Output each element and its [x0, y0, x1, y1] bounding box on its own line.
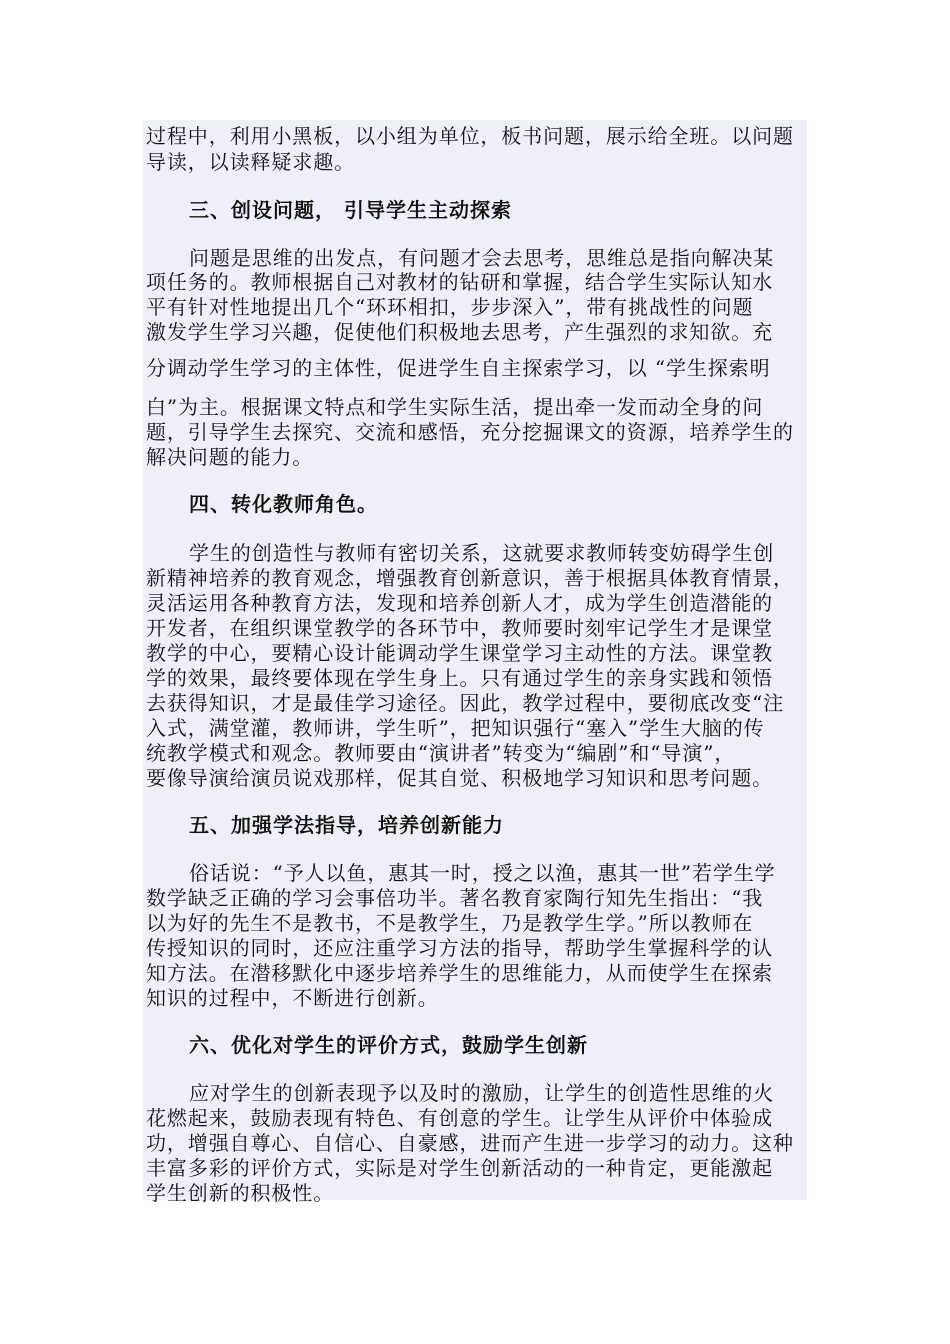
section-heading: 四、转化教师角色。: [189, 492, 378, 516]
body-line: 开发者，在组织课堂教学的各环节中，教师要时刻牢记学生才是课堂: [146, 616, 773, 640]
body-line: 问题是思维的出发点，有问题才会去思考，思维总是指向解决某: [189, 246, 775, 270]
body-line: 平有针对性地提出几个“环环相扣，步步深入”，带有挑战性的问题: [146, 295, 754, 319]
body-line: 去获得知识，才是最佳学习途径。因此，教学过程中，要彻底改变“注: [146, 691, 785, 715]
body-line: 入式，满堂灌，教师讲，学生听”，把知识强行“塞入”学生大脑的传: [146, 716, 765, 740]
body-line: 题，引导学生去探究、交流和感悟，充分挖掘课文的资源，培养学生的: [146, 420, 794, 444]
body-line: 解决问题的能力。: [146, 445, 314, 469]
body-line: 统教学模式和观念。教师要由“演讲者”转变为“编剧”和“导演”，: [146, 741, 736, 765]
section-heading: 三、创设问题， 引导学生主动探索: [189, 198, 512, 222]
body-line: 俗话说：“予人以鱼，惠其一时，授之以渔，惠其一世”若学生学: [189, 861, 776, 885]
body-line: 项任务的。教师根据自己对教材的钻研和掌握，结合学生实际认知水: [146, 270, 773, 294]
body-line: 功，增强自尊心、自信心、自豪感，进而产生进一步学习的动力。这种: [146, 1131, 794, 1155]
body-line: 学生创新的积极性。: [146, 1181, 335, 1205]
body-line: 数学缺乏正确的学习会事倍功半。著名教育家陶行知先生指出：“我: [146, 886, 764, 910]
body-line: 花燃起来，鼓励表现有特色、有创意的学生。让学生从评价中体验成: [146, 1106, 773, 1130]
body-line: 学的效果，最终要体现在学生身上。只有通过学生的亲身实践和领悟: [146, 666, 773, 690]
section-heading: 五、加强学法指导，培养创新能力: [189, 813, 504, 837]
body-line: 灵活运用各种教育方法，发现和培养创新人才，成为学生创造潜能的: [146, 591, 773, 615]
body-line: 要像导演给演员说戏那样，促其自觉、积极地学习知识和思考问题。: [146, 766, 773, 790]
body-line: 知方法。在潜移默化中逐步培养学生的思维能力，从而使学生在探索: [146, 961, 773, 985]
body-line: 传授知识的同时，还应注重学习方法的指导，帮助学生掌握科学的认: [146, 936, 773, 960]
body-line: 导读，以读释疑求趣。: [146, 150, 355, 174]
body-line: 以为好的先生不是教书，不是教学生，乃是教学生学。”所以教师在: [146, 911, 754, 935]
body-line: 丰富多彩的评价方式，实际是对学生创新活动的一种肯定，更能激起: [146, 1156, 773, 1180]
section-heading: 六、优化对学生的评价方式，鼓励学生创新: [189, 1033, 588, 1057]
body-line: 新精神培养的教育观念，增强教育创新意识，善于根据具体教育情景，: [146, 566, 794, 590]
body-line: 分调动学生学习的主体性，促进学生自主探索学习，以 “学生探索明: [146, 356, 771, 380]
body-line: 知识的过程中，不断进行创新。: [146, 986, 439, 1010]
body-line: 学生的创造性与教师有密切关系，这就要求教师转变妨碍学生创: [189, 541, 775, 565]
body-line: 过程中，利用小黑板，以小组为单位，板书问题，展示给全班。以问题: [146, 124, 794, 148]
body-line: 白”为主。根据课文特点和学生实际生活，提出牵一发而动全身的问: [146, 395, 764, 419]
body-line: 应对学生的创新表现予以及时的激励，让学生的创造性思维的火: [189, 1081, 775, 1105]
body-line: 激发学生学习兴趣，促使他们积极地去思考，产生强烈的求知欲。充: [146, 320, 773, 344]
body-line: 教学的中心，要精心设计能调动学生课堂学习主动性的方法。课堂教: [146, 641, 773, 665]
